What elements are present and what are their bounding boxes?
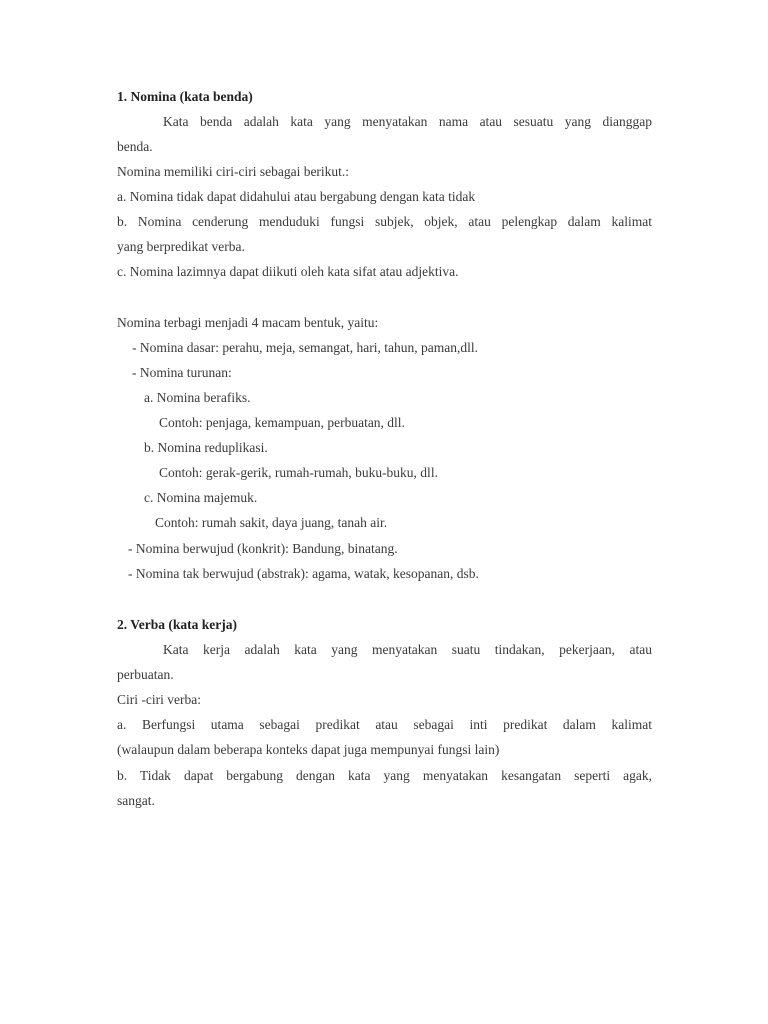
nomina-definition-line1: Kata benda adalah kata yang menyatakan nama atau sesuatu yang dianggap xyxy=(163,114,652,129)
nomina-tak-berwujud-item: - Nomina tak berwujud (abstrak): agama, watak, kesopanan, dsb. xyxy=(128,566,479,581)
nomina-majemuk-item: c. Nomina majemuk. xyxy=(144,490,258,505)
nomina-definition-line2: benda. xyxy=(117,139,153,154)
nomina-berafiks-contoh: Contoh: penjaga, kemampuan, perbuatan, dll. xyxy=(159,415,405,430)
nomina-berwujud-item: - Nomina berwujud (konkrit): Bandung, binatang. xyxy=(128,541,398,556)
nomina-majemuk-contoh: Contoh: rumah sakit, daya juang, tanah air. xyxy=(155,515,388,530)
nomina-reduplikasi-contoh: Contoh: gerak-gerik, rumah-rumah, buku-buku, dll. xyxy=(159,465,438,480)
nomina-ciri-a: a. Nomina tidak dapat didahului atau bergabung dengan kata tidak xyxy=(117,189,476,204)
verba-ciri-b-line1: b. Tidak dapat bergabung dengan kata yang menyatakan kesangatan seperti agak, xyxy=(117,768,652,783)
nomina-ciri-c: c. Nomina lazimnya dapat diikuti oleh kata sifat atau adjektiva. xyxy=(117,264,459,279)
verba-ciri-a-line2: (walaupun dalam beberapa konteks dapat juga mempunyai fungsi lain) xyxy=(117,742,500,757)
verba-ciri-a-line1: a. Berfungsi utama sebagai predikat atau sebagai inti predikat dalam kalimat xyxy=(117,717,652,732)
section-heading-verba: 2. Verba (kata kerja) xyxy=(117,617,237,632)
nomina-ciri-b-line1: b. Nomina cenderung menduduki fungsi subjek, objek, atau pelengkap dalam kalimat xyxy=(117,214,652,229)
section-heading-nomina: 1. Nomina (kata benda) xyxy=(117,89,253,104)
verba-definition-line2: perbuatan. xyxy=(117,667,174,682)
nomina-macam-intro: Nomina terbagi menjadi 4 macam bentuk, yaitu: xyxy=(117,315,379,330)
verba-ciri-b-line2: sangat. xyxy=(117,793,155,808)
nomina-dasar-item: - Nomina dasar: perahu, meja, semangat, hari, tahun, paman,dll. xyxy=(132,340,479,355)
nomina-ciri-intro: Nomina memiliki ciri-ciri sebagai berikut.: xyxy=(117,164,350,179)
nomina-turunan-item: - Nomina turunan: xyxy=(132,365,232,380)
verba-definition-line1: Kata kerja adalah kata yang menyatakan suatu tindakan, pekerjaan, atau xyxy=(163,642,652,657)
nomina-ciri-b-line2: yang berpredikat verba. xyxy=(117,239,245,254)
nomina-berafiks-item: a. Nomina berafiks. xyxy=(144,390,251,405)
nomina-reduplikasi-item: b. Nomina reduplikasi. xyxy=(144,440,268,455)
verba-ciri-intro: Ciri -ciri verba: xyxy=(117,692,201,707)
